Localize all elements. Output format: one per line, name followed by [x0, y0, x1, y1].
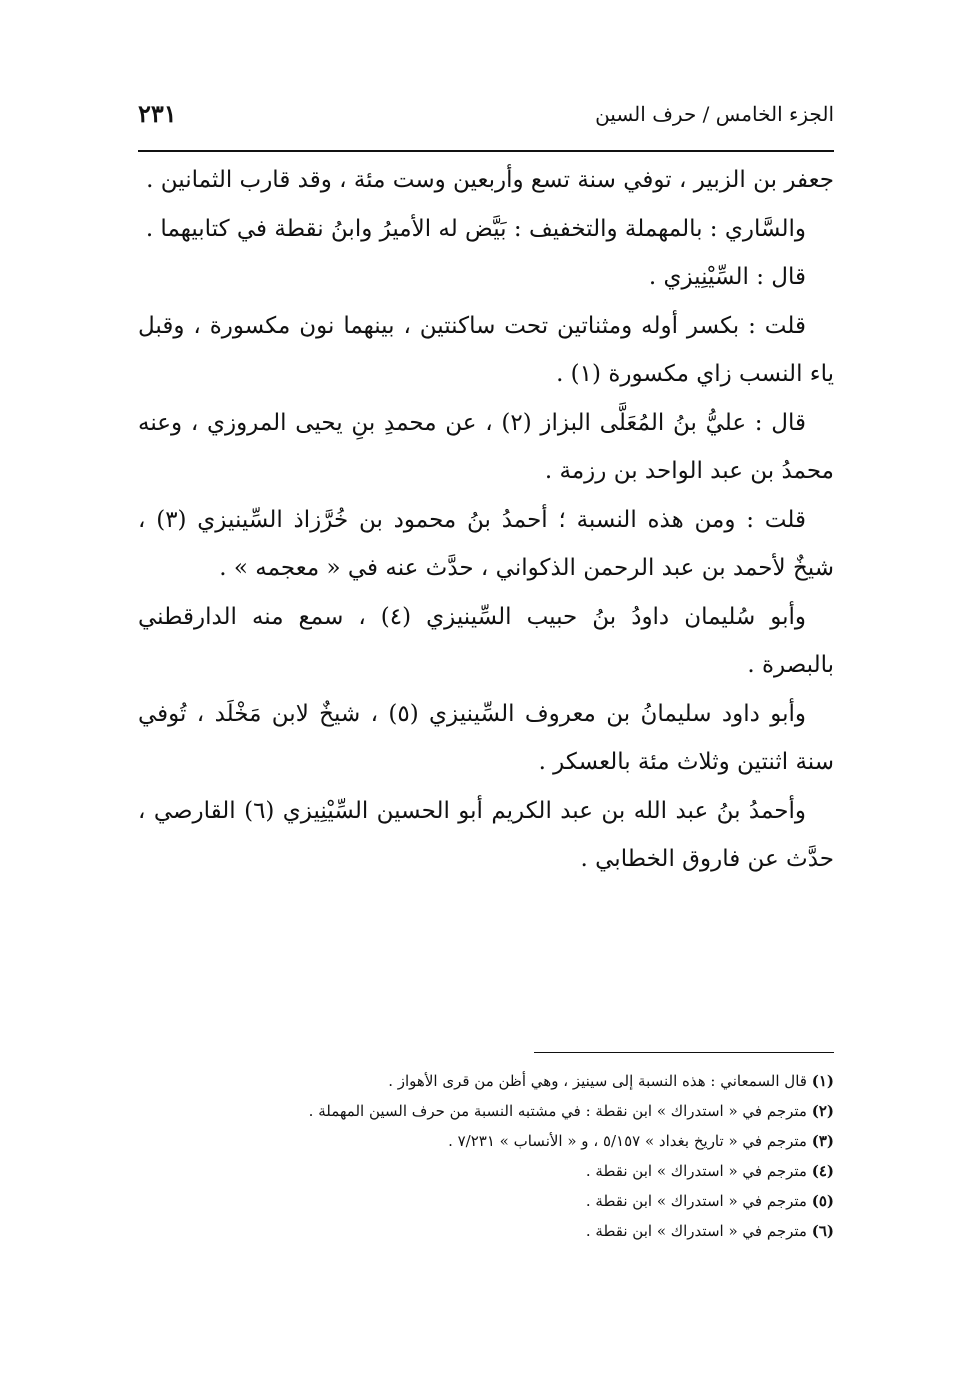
paragraph: وأبو سُليمان داودُ بنُ حبيب السِّينيزي (٤) ، سمع منه الدارقطني بالبصرة .	[138, 603, 834, 678]
footnote-number: (٣)	[811, 1132, 834, 1150]
footnote-rule	[534, 1052, 834, 1053]
footnote-text: مترجم في « استدراك » ابن نقطة .	[585, 1162, 807, 1180]
footnote	[138, 1126, 834, 1156]
footnote-text: مترجم في « استدراك » ابن نقطة .	[585, 1222, 807, 1240]
main-text	[138, 156, 834, 884]
header-rule	[138, 150, 834, 152]
footnote-number: (٢)	[811, 1102, 834, 1120]
footnote-number: (٥)	[811, 1192, 834, 1210]
footnote-number: (٦)	[811, 1222, 834, 1240]
paragraph: قال : عليُّ بنُ المُعَلَّى البزاز (٢) ، عن محمدِ بنِ يحيى المروزي ، وعنه محمدُ بن عبد الواحد بن رزمة .	[138, 409, 834, 484]
footnote	[138, 1186, 834, 1216]
footnote	[138, 1216, 834, 1246]
footnotes	[138, 1066, 834, 1246]
page-number: ٢٣١	[138, 99, 177, 128]
footnote-text: مترجم في « استدراك » ابن نقطة : في مشتبه النسبة من حرف السين المهملة .	[308, 1102, 807, 1120]
footnote	[138, 1066, 834, 1096]
footnote-number: (٤)	[811, 1162, 834, 1180]
footnote	[138, 1096, 834, 1126]
footnote	[138, 1156, 834, 1186]
paragraph: وأبو داود سليمانُ بن معروف السِّينيزي (٥) ، شيخٌ لابن مَخْلَد ، تُوفي سنة اثنتين وثلاث مئة بالعسكر .	[138, 700, 834, 775]
running-header-title: الجزء الخامس / حرف السين	[595, 102, 834, 126]
paragraph: قال : السِّيْنِيزي .	[648, 264, 806, 290]
footnote-text: مترجم في « استدراك » ابن نقطة .	[585, 1192, 807, 1210]
footnote-number: (١)	[811, 1072, 834, 1090]
paragraph: جعفر بن الزبير ، توفي سنة تسع وأربعين وست مئة ، وقد قارب الثمانين .	[146, 167, 834, 193]
paragraph: وأحمدُ بنُ عبد الله بن عبد الكريم أبو الحسين السِّيْنِيزي (٦) القارصي ، حدَّث عن فاروق الخطابي .	[138, 797, 834, 872]
footnote-text: قال السمعاني : هذه النسبة إلى سينيز ، وهي أظن من قرى الأهواز .	[388, 1072, 807, 1090]
running-header	[138, 96, 834, 132]
paragraph: قلت : ومن هذه النسبة ؛ أحمدُ بنُ محمود بن خُرَّزاذ السِّينيزي (٣) ، شيخٌ لأحمد بن عبد الرحمن الذكواني ، حدَّث عنه في « معجمه » .	[138, 506, 834, 581]
paragraph: قلت : بكسر أوله ومثناتين تحت ساكنتين ، بينهما نون مكسورة ، وقبل ياء النسب زاي مكسورة (١) .	[138, 312, 834, 387]
paragraph: والسَّاري : بالمهملة والتخفيف : بَيَّض له الأميرُ وابنُ نقطة في كتابيهما .	[145, 215, 806, 242]
footnote-text: مترجم في « تاريخ بغداد » ٥/١٥٧ ، و « الأنساب » ٧/٢٣١ .	[448, 1132, 807, 1150]
